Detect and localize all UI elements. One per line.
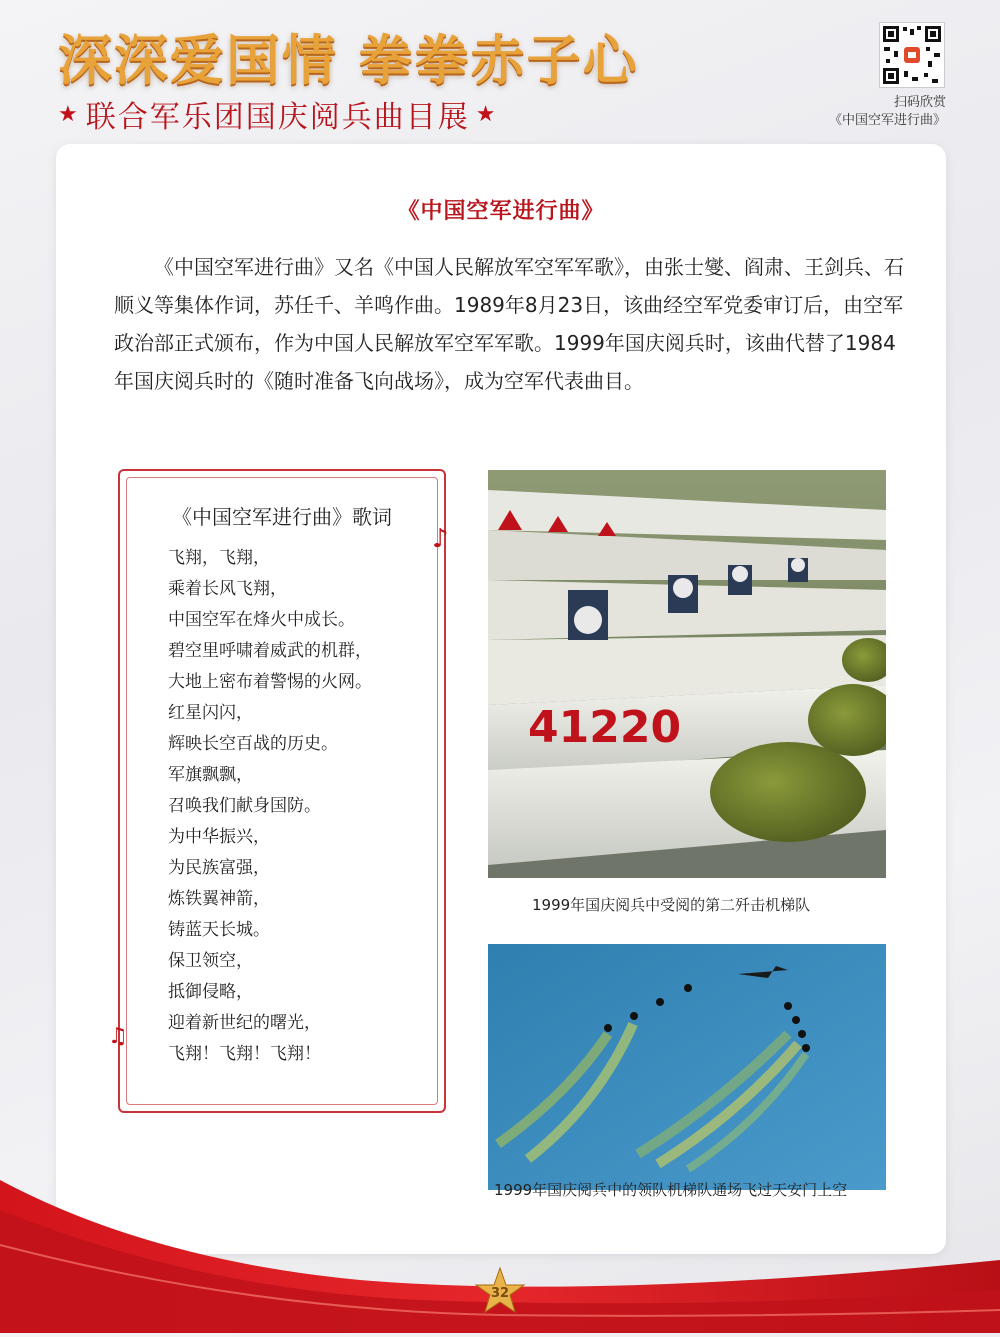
tail-number: 41220 (528, 702, 682, 753)
lyric-line: 乘着长风飞翔， (168, 579, 287, 599)
decorative-ribbon (0, 1150, 1000, 1333)
lyric-line: 飞翔，飞翔， (168, 548, 270, 568)
banner-subtitle-text: 联合军乐团国庆阅兵曲目展 (85, 100, 470, 135)
music-note-icon: ♪ (432, 524, 449, 554)
lyric-line: 辉映长空百战的历史。 (168, 734, 338, 754)
lyric-line: 大地上密布着警惕的火网。 (168, 672, 372, 692)
lyric-line: 为中华振兴， (168, 827, 270, 847)
lyric-line: 保卫领空， (168, 951, 253, 971)
qr-caption (829, 94, 946, 130)
qr-caption-line: 扫码欣赏 (893, 95, 946, 110)
lyric-line: 红星闪闪， (168, 703, 253, 723)
qr-caption-line: 《中国空军进行曲》 (828, 113, 946, 128)
star-icon: ★ (58, 101, 80, 127)
lyric-line: 碧空里呼啸着威武的机群， (168, 641, 372, 661)
lyrics-box (118, 469, 446, 1113)
article-title: 《中国空军进行曲》 (397, 199, 605, 224)
lyric-line: 飞翔！飞翔！飞翔！ (168, 1044, 321, 1064)
lyrics-title: 《中国空军进行曲》歌词 (172, 505, 392, 529)
lyric-line: 炼铁翼神箭， (168, 889, 270, 909)
page-number: 32 (490, 1286, 510, 1301)
lyric-line: 中国空军在烽火中成长。 (168, 610, 355, 630)
lyric-line: 铸蓝天长城。 (168, 920, 270, 940)
photo-fighter-formation (488, 470, 886, 878)
banner-subtitle (58, 92, 497, 136)
lyric-line: 为民族富强， (168, 858, 270, 878)
photo2-caption: 1999年国庆阅兵中的领队机梯队通场飞过天安门上空 (494, 1181, 848, 1199)
photo1-caption: 1999年国庆阅兵中受阅的第二歼击机梯队 (532, 896, 811, 914)
music-note-icon: ♫ (108, 1024, 128, 1049)
lyric-line: 抵御侵略， (168, 982, 253, 1002)
banner-title: 深深爱国情 拳拳赤子心 (58, 29, 639, 92)
lyric-line: 召唤我们献身国防。 (168, 796, 321, 816)
article-intro: 《中国空军进行曲》又名《中国人民解放军空军军歌》，由张士燮、阎肃、王剑兵、石顺义等集体作词，苏任千、羊鸣作曲。1989年8月23日，该曲经空军党委审订后，由空军政治部正式颁布，作为中国人民解放军空军军歌。1999年国庆阅兵时，该曲代替了1984年国庆阅兵时的《随时准备飞向战场》，成为空军代表曲目。 (114, 255, 904, 393)
lyrics-list (168, 543, 372, 1070)
star-icon: ★ (475, 101, 498, 127)
lyric-line: 迎着新世纪的曙光， (168, 1013, 321, 1033)
qr-code-icon[interactable] (879, 22, 945, 88)
content-card (56, 144, 946, 1254)
lyric-line: 军旗飘飘， (168, 765, 253, 785)
